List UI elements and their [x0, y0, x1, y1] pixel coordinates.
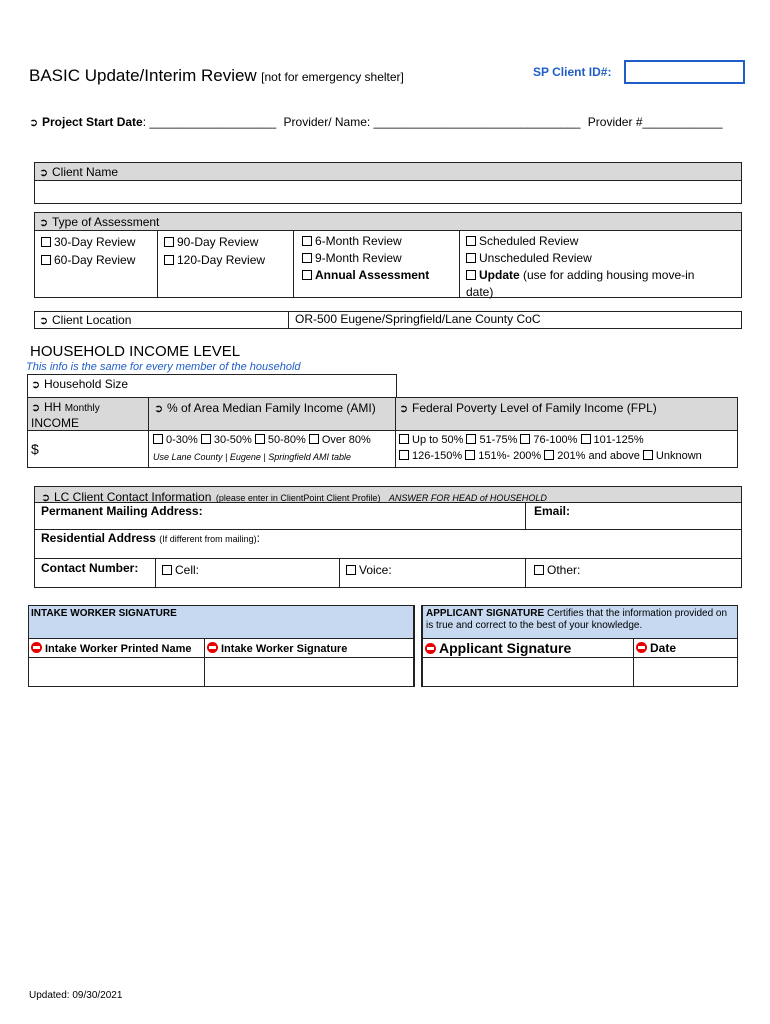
contact-other[interactable]: Other: [525, 558, 742, 588]
contact-voice[interactable]: Voice: [339, 558, 526, 588]
hh-income-header: ➲ HH Monthly INCOME [27, 397, 149, 431]
arrow-icon: ➲ [39, 315, 49, 327]
checkbox-fpl-201-above[interactable]: 201% and above [544, 450, 640, 462]
intake-signature-field[interactable] [204, 657, 414, 687]
checkbox-voice[interactable] [346, 565, 356, 575]
client-name-header: ➲ Client Name [34, 162, 742, 181]
applicant-signature-field[interactable] [422, 657, 634, 687]
date-label: Date [633, 638, 738, 658]
residential-address-field[interactable]: Residential Address (If different from mailing): [34, 529, 742, 559]
arrow-icon: ➲ [29, 117, 39, 129]
checkbox-120-day[interactable]: 120-Day Review [164, 251, 287, 269]
hh-income-field[interactable]: $ [27, 430, 149, 468]
arrow-icon: ➲ [31, 402, 41, 414]
ami-note: Use Lane County | Eugene | Springfield AMI table [153, 452, 351, 462]
client-id-field[interactable] [624, 60, 745, 84]
assessment-col-2 [157, 230, 294, 298]
mailing-address-field[interactable]: Permanent Mailing Address: [34, 502, 526, 530]
checkbox-9-month[interactable]: 9-Month Review [302, 250, 451, 267]
checkbox-fpl-126-150[interactable]: 126-150% [399, 450, 462, 462]
ami-header: ➲ % of Area Median Family Income (AMI) [148, 397, 396, 431]
stop-icon [207, 642, 218, 653]
fpl-header: ➲ Federal Poverty Level of Family Income (FPL) [395, 397, 738, 431]
income-note: This info is the same for every member of the household [26, 361, 301, 373]
household-size-field[interactable]: ➲ Household Size [27, 374, 397, 398]
client-name-field[interactable] [34, 180, 742, 204]
checkbox-90-day[interactable]: 90-Day Review [164, 233, 287, 251]
assessment-col-1 [34, 230, 158, 298]
checkbox-ami-over-80[interactable]: Over 80% [309, 434, 371, 446]
checkbox-fpl-unknown[interactable]: Unknown [643, 450, 702, 462]
date-field[interactable] [633, 657, 738, 687]
fpl-options [395, 430, 738, 468]
arrow-icon: ➲ [39, 217, 49, 229]
arrow-icon: ➲ [41, 492, 51, 504]
arrow-icon: ➲ [399, 403, 409, 415]
checkbox-fpl-151-200[interactable]: 151%- 200% [465, 450, 541, 462]
updated-date: Updated: 09/30/2021 [29, 990, 123, 1001]
checkbox-unscheduled[interactable]: Unscheduled Review [466, 250, 735, 267]
contact-cell[interactable]: Cell: [155, 558, 340, 588]
checkbox-annual[interactable]: Annual Assessment [302, 267, 451, 284]
checkbox-update[interactable]: Update (use for adding housing move-in [466, 267, 735, 284]
intake-printed-name-label: Intake Worker Printed Name [28, 638, 205, 658]
assessment-col-4 [459, 230, 742, 298]
assessment-header: ➲ Type of Assessment [34, 212, 742, 231]
contact-header: ➲ LC Client Contact Information (please enter in ClientPoint Client Profile) ANSWER FOR HEAD of HOUSEHOLD [34, 486, 742, 503]
stop-icon [31, 642, 42, 653]
checkbox-60-day[interactable]: 60-Day Review [41, 251, 151, 269]
intake-signature-header: INTAKE WORKER SIGNATURE [28, 605, 414, 639]
signature-divider [414, 605, 422, 687]
applicant-signature-label: Applicant Signature [422, 638, 634, 658]
checkbox-cell[interactable] [162, 565, 172, 575]
arrow-icon: ➲ [39, 167, 49, 179]
checkbox-fpl-51-75[interactable]: 51-75% [466, 434, 517, 446]
applicant-signature-header: APPLICANT SIGNATURE Certifies that the information provided on is true and correct to the best of your knowledge. [422, 605, 738, 639]
checkbox-30-day[interactable]: 30-Day Review [41, 233, 151, 251]
checkbox-fpl-101-125[interactable]: 101-125% [581, 434, 644, 446]
ami-options [148, 430, 396, 468]
assessment-col-3 [293, 230, 460, 298]
checkbox-fpl-76-100[interactable]: 76-100% [520, 434, 577, 446]
email-field[interactable]: Email: [525, 502, 742, 530]
update-note-cont: date) [466, 285, 494, 299]
stop-icon [636, 642, 647, 653]
intake-printed-name-field[interactable] [28, 657, 205, 687]
checkbox-ami-30-50[interactable]: 30-50% [201, 434, 252, 446]
checkbox-other[interactable] [534, 565, 544, 575]
income-heading: HOUSEHOLD INCOME LEVEL [30, 343, 241, 360]
arrow-icon: ➲ [154, 403, 164, 415]
client-location-label: ➲ Client Location [34, 311, 289, 329]
arrow-icon: ➲ [31, 379, 41, 391]
checkbox-ami-50-80[interactable]: 50-80% [255, 434, 306, 446]
client-id-label: SP Client ID#: [533, 65, 612, 79]
contact-number-label: Contact Number: [34, 558, 156, 588]
checkbox-fpl-up-to-50[interactable]: Up to 50% [399, 434, 463, 446]
checkbox-scheduled[interactable]: Scheduled Review [466, 233, 735, 250]
page-title: BASIC Update/Interim Review [not for emergency shelter] [29, 66, 404, 85]
checkbox-6-month[interactable]: 6-Month Review [302, 233, 451, 250]
project-line: ➲ Project Start Date: ___________________ Provider/ Name: _______________________________ Provider #____________ [29, 115, 723, 129]
checkbox-ami-0-30[interactable]: 0-30% [153, 434, 198, 446]
stop-icon [425, 643, 436, 654]
client-location-value: OR-500 Eugene/Springfield/Lane County CoC [288, 311, 742, 329]
intake-signature-label: Intake Worker Signature [204, 638, 414, 658]
